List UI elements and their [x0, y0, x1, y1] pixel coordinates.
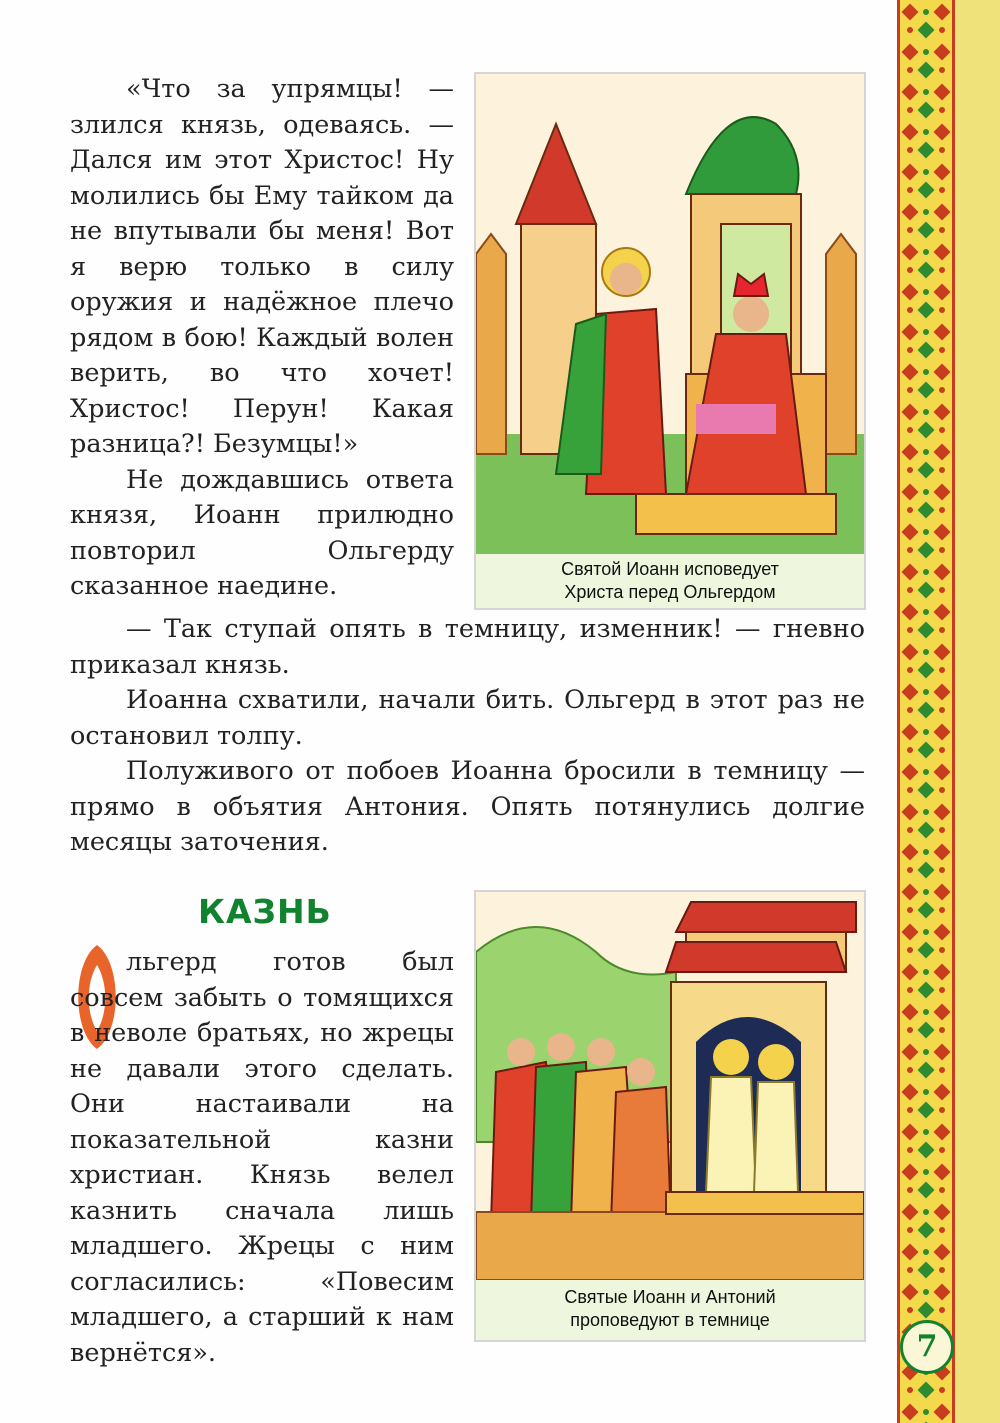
illustration-confession — [474, 72, 866, 610]
illustration-art — [476, 892, 864, 1280]
side-strip — [955, 0, 1000, 1423]
illustration-art — [476, 74, 864, 554]
page-number: 7 — [900, 1320, 954, 1374]
figure-caption — [476, 1280, 864, 1340]
caption-line: проповедуют в темнице — [570, 1310, 770, 1330]
paragraph: льгерд готов был совсем забыть о томящихся в неволе братьях, но жрецы не давали этого сделать. Они настаивали на показательной казни христиан. Князь велел казнить сначала лишь младшего. Жрецы с ним согласились: «Повесим младшего, а старший к нам вернётся». — [70, 947, 454, 1368]
figure-caption — [476, 554, 864, 608]
paragraph: «Что за упрямцы! — злился князь, одеваясь. — Дался им этот Христос! Ну молились бы Ему тайком да не впутывали бы меня! Вот я верю только в силу оружия и надёжное плечо рядом в бою! Каждый волен верить, во что хочет! Христос! Перун! Какая разница?! Безумцы!» — [70, 74, 454, 459]
decorative-border — [897, 0, 955, 1423]
caption-line: Святые Иоанн и Антоний — [564, 1287, 776, 1307]
section-heading: КАЗНЬ — [198, 892, 332, 931]
caption-line: Христа перед Ольгердом — [564, 582, 776, 602]
text-block-middle — [70, 612, 865, 861]
text-block-top — [70, 72, 454, 605]
paragraph: — Так ступай опять в темницу, изменник! — гневно приказал князь. — [70, 614, 865, 680]
paragraph: Иоанна схватили, начали бить. Ольгерд в этот раз не остановил толпу. — [70, 685, 865, 751]
paragraph: Не дождавшись ответа князя, Иоанн прилюдно повторил Ольгерду сказанное наедине. — [70, 464, 454, 601]
paragraph: Полуживого от побоев Иоанна бросили в темницу — прямо в объятия Антония. Опять потянулись долгие месяцы заточения. — [70, 756, 865, 857]
caption-line: Святой Иоанн исповедует — [561, 559, 779, 579]
text-block-bottom — [70, 945, 454, 1371]
illustration-prison — [474, 890, 866, 1342]
